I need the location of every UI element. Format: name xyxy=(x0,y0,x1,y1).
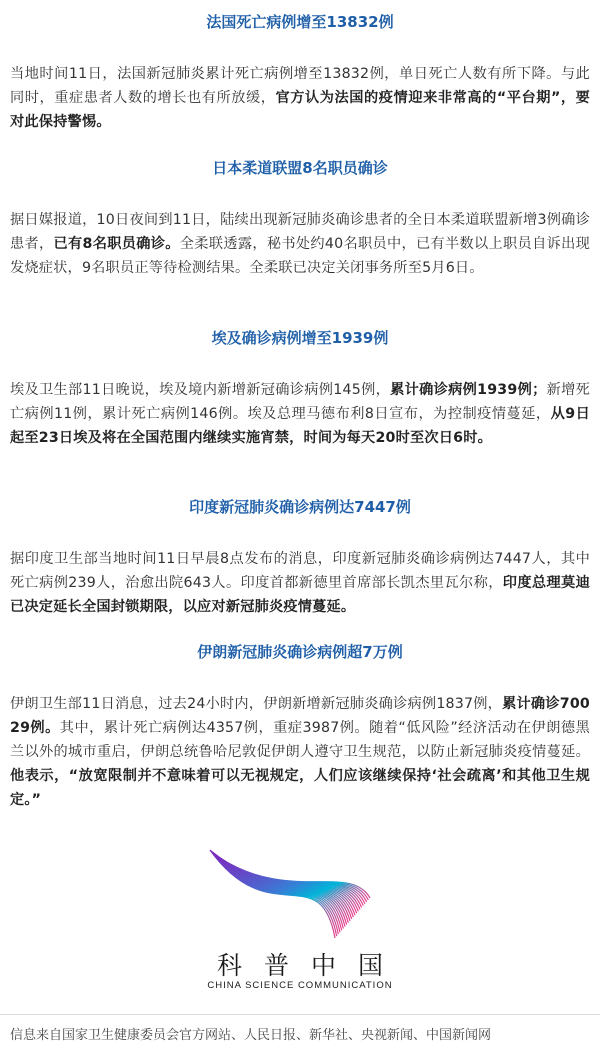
news-section-india xyxy=(0,497,600,619)
section-heading: 日本柔道联盟8名职员确诊 xyxy=(212,159,388,177)
logo-wave-icon xyxy=(160,838,440,948)
news-section-iran xyxy=(0,642,600,812)
china-science-communication-logo xyxy=(160,838,440,998)
paragraph-text: 据印度卫生部当地时间11日早晨8点发布的消息，印度新冠肺炎确诊病例达7447人，其中死亡病例239人，治愈出院643人。印度首都新德里首席部长凯杰里瓦尔称， xyxy=(10,551,590,591)
news-section-japan xyxy=(0,158,600,280)
paragraph-text: 埃及卫生部11日晚说，埃及境内新增新冠确诊病例145例， xyxy=(10,382,391,398)
logo-english-name: CHINA SCIENCE COMMUNICATION xyxy=(207,980,393,991)
paragraph-text: 据日媒报道，10日夜间到11日，陆续出现新冠肺炎确诊患者的全日本柔道联盟新增3例确诊患者， xyxy=(10,212,590,252)
paragraph-text: 当地时间11日，法国新冠肺炎累计死亡病例增至13832例，单日死亡人数有所下降。与此同时，重症患者人数的增长也有所放缓， xyxy=(10,66,590,106)
paragraph-bold-text: 他表示，“放宽限制并不意味着可以无视规定，人们应该继续保持‘社会疏离’和其他卫生规定。” xyxy=(10,768,590,808)
paragraph-text: 新增死亡病例11例，累计死亡病例146例。埃及总理马德布利8日宣布，为控制疫情蔓延， xyxy=(10,382,591,422)
paragraph-bold-text: 印度总理莫迪已决定延长全国封锁期限，以应对新冠肺炎疫情蔓延。 xyxy=(10,575,590,615)
logo-chinese-name: 科普中国 xyxy=(216,951,405,980)
paragraph-bold-text: 从9日起至23日埃及将在全国范围内继续实施宵禁，时间为每天20时至次日6时。 xyxy=(10,406,590,446)
paragraph-bold-text: 已有8名职员确诊。 xyxy=(53,236,180,252)
section-heading: 伊朗新冠肺炎确诊病例超7万例 xyxy=(197,643,403,661)
section-paragraph xyxy=(0,547,600,619)
paragraph-text: 其中，累计死亡病例达4357例，重症3987例。随着“低风险”经济活动在伊朗德黑兰以外的城市重启，伊朗总统鲁哈尼敦促伊朗人遵守卫生规范，以防止新冠肺炎疫情蔓延。 xyxy=(10,720,590,760)
paragraph-bold-text: 官方认为法国的疫情迎来非常高的“平台期”，要对此保持警惕。 xyxy=(10,90,590,130)
section-heading: 法国死亡病例增至13832例 xyxy=(206,13,394,31)
paragraph-text: 伊朗卫生部11日消息，过去24小时内，伊朗新增新冠肺炎确诊病例1837例， xyxy=(10,696,503,712)
section-paragraph xyxy=(0,692,600,812)
news-section-egypt xyxy=(0,328,600,450)
section-paragraph xyxy=(0,208,600,280)
section-heading: 埃及确诊病例增至1939例 xyxy=(211,329,389,347)
section-paragraph xyxy=(0,378,600,450)
section-paragraph xyxy=(0,62,600,134)
source-footer: 信息来自国家卫生健康委员会官方网站、人民日报、新华社、央视新闻、中国新闻网 xyxy=(10,1028,492,1043)
news-section-france xyxy=(0,12,600,134)
paragraph-bold-text: 累计确诊病例1939例； xyxy=(390,382,547,398)
paragraph-text: 全柔联透露，秘书处约40名职员中，已有半数以上职员自诉出现发烧症状，9名职员正等待检测结果。全柔联已决定关闭事务所至5月6日。 xyxy=(10,236,590,276)
footer-divider xyxy=(0,1014,600,1015)
paragraph-bold-text: 累计确诊70029例。 xyxy=(10,696,590,736)
section-heading: 印度新冠肺炎确诊病例达7447例 xyxy=(189,498,411,516)
